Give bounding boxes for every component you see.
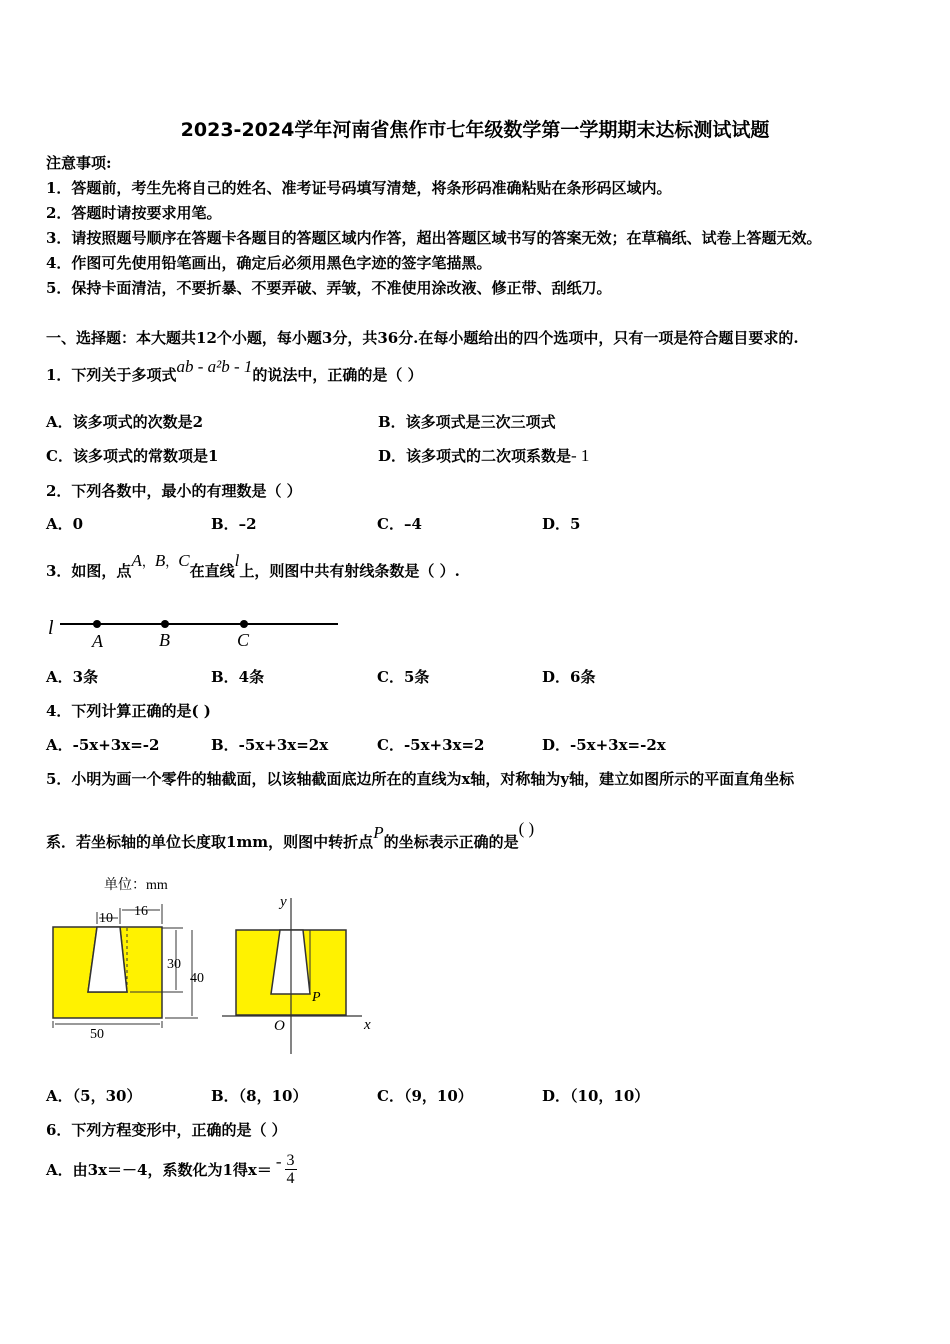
fraction [285,1152,297,1187]
dim-16: 16 [134,904,148,919]
notice-item: 4．作图可先使用铅笔画出，确定后必须用黑色字迹的签字笔描黑。 [46,254,492,272]
figure-point-a-label: A [92,631,103,651]
question-4-stem: 4．下列计算正确的是( ) [46,702,211,720]
fraction-denominator: 4 [286,1170,295,1187]
q3-option-a[interactable]: A．3条 [46,668,99,686]
point-b [161,620,169,628]
q5-option-a[interactable]: A．（5，30） [46,1087,142,1105]
separator: ， [165,555,179,570]
negative-sign: - [275,1151,282,1171]
q4-option-a[interactable]: A．-5x+3x=-2 [46,736,160,754]
answer-paren: ( ) [518,819,535,838]
q4-option-b[interactable]: B．-5x+3x=2x [211,736,329,754]
q5-option-b[interactable]: B．（8，10） [211,1087,308,1105]
q4-option-c[interactable]: C．-5x+3x=2 [377,736,485,754]
notice-item: 5．保持卡面清洁，不要折暴、不要弄破、弄皱，不准使用涂改液、修正带、刮纸刀。 [46,279,612,297]
q6-option-a[interactable] [46,1152,297,1187]
point-c [240,620,248,628]
point-a-label: A [131,551,142,570]
question-3-stem [46,551,460,581]
dim-10: 10 [99,911,113,926]
q1-option-a[interactable]: A．该多项式的次数是2 [46,413,204,431]
q3-option-b[interactable]: B．4条 [211,668,265,686]
separator: ， [141,555,155,570]
q3-option-c[interactable]: C．5条 [377,668,430,686]
question-5-line2 [46,819,535,852]
fraction-numerator: 3 [286,1152,295,1169]
dim-40: 40 [190,971,204,986]
part-figure [40,868,390,1060]
unit-label: 单位：mm [104,878,168,893]
point-p-label: P [373,823,384,842]
q2-option-c[interactable]: C．–4 [377,515,422,533]
page-title: 2023-2024学年河南省焦作市七年级数学第一学期期末达标测试试题 [180,119,770,141]
line-figure-l-label: l [48,617,54,639]
dim-30: 30 [167,957,181,972]
point-b-label: B [154,551,166,570]
origin-label: O [274,1018,285,1034]
notice-heading: 注意事项: [46,154,112,172]
polynomial-expression: ab - a²b - 1 [176,357,253,376]
question-1-prefix: 1．下列关于多项式 [46,366,177,384]
figure-point-b-label: B [159,630,170,650]
x-axis-label: x [364,1017,371,1033]
q2-option-d[interactable]: D．5 [542,515,581,533]
q2-option-a[interactable]: A．0 [46,515,84,533]
question-5-line2-suffix: 的坐标表示正确的是 [383,833,519,851]
question-2-stem: 2．下列各数中，最小的有理数是（ ） [46,482,302,500]
question-5-line2-prefix: 系．若坐标轴的单位长度取1mm，则图中转折点 [46,833,374,851]
point-c-label: C [178,551,190,570]
figure-point-c-label: C [237,630,250,650]
q1-option-d[interactable] [378,445,589,466]
q5-option-d[interactable]: D．（10，10） [542,1087,650,1105]
question-6-stem: 6．下列方程变形中，正确的是（ ） [46,1121,287,1139]
dim-50: 50 [90,1027,104,1042]
q1-option-d-value: - 1 [571,446,590,465]
q2-option-b[interactable]: B．–2 [211,515,257,533]
line-l-label: l [234,551,240,570]
y-axis-label: y [280,894,287,910]
question-5-line1: 5．小明为画一个零件的轴截面，以该轴截面底边所在的直线为x轴，对称轴为y轴，建立如图所示的平面直角坐标 [46,770,795,788]
notice-item: 2．答题时请按要求用笔。 [46,204,222,222]
question-1-suffix: 的说法中，正确的是（ ） [252,366,423,384]
q1-option-c[interactable]: C．该多项式的常数项是1 [46,447,219,465]
q1-option-b[interactable]: B．该多项式是三次三项式 [378,413,556,431]
section-heading: 一、选择题：本大题共12个小题，每小题3分，共36分.在每小题给出的四个选项中，只有一项是符合题目要求的. [46,329,799,347]
q3-option-d[interactable]: D．6条 [542,668,596,686]
notice-item: 1．答题前，考生先将自己的姓名、准考证号码填写清楚，将条形码准确粘贴在条形码区域内。 [46,179,672,197]
point-a [93,620,101,628]
question-3-prefix: 3．如图，点 [46,562,132,580]
p-label: P [312,990,321,1005]
q5-option-c[interactable]: C．（9，10） [377,1087,473,1105]
q1-option-d-text: D．该多项式的二次项系数是 [378,447,572,465]
q4-option-d[interactable]: D．-5x+3x=-2x [542,736,666,754]
question-3-suffix: 上，则图中共有射线条数是（ ）. [239,562,460,580]
question-1-stem [46,357,423,385]
notice-item: 3．请按照题号顺序在答题卡各题目的答题区域内作答，超出答题区域书写的答案无效；在草稿纸、试卷上答题无效。 [46,229,822,247]
question-3-mid: 在直线 [189,562,235,580]
q6-option-a-text: A．由3x＝－4，系数化为1得x＝ [46,1161,272,1179]
line-figure [40,608,350,653]
